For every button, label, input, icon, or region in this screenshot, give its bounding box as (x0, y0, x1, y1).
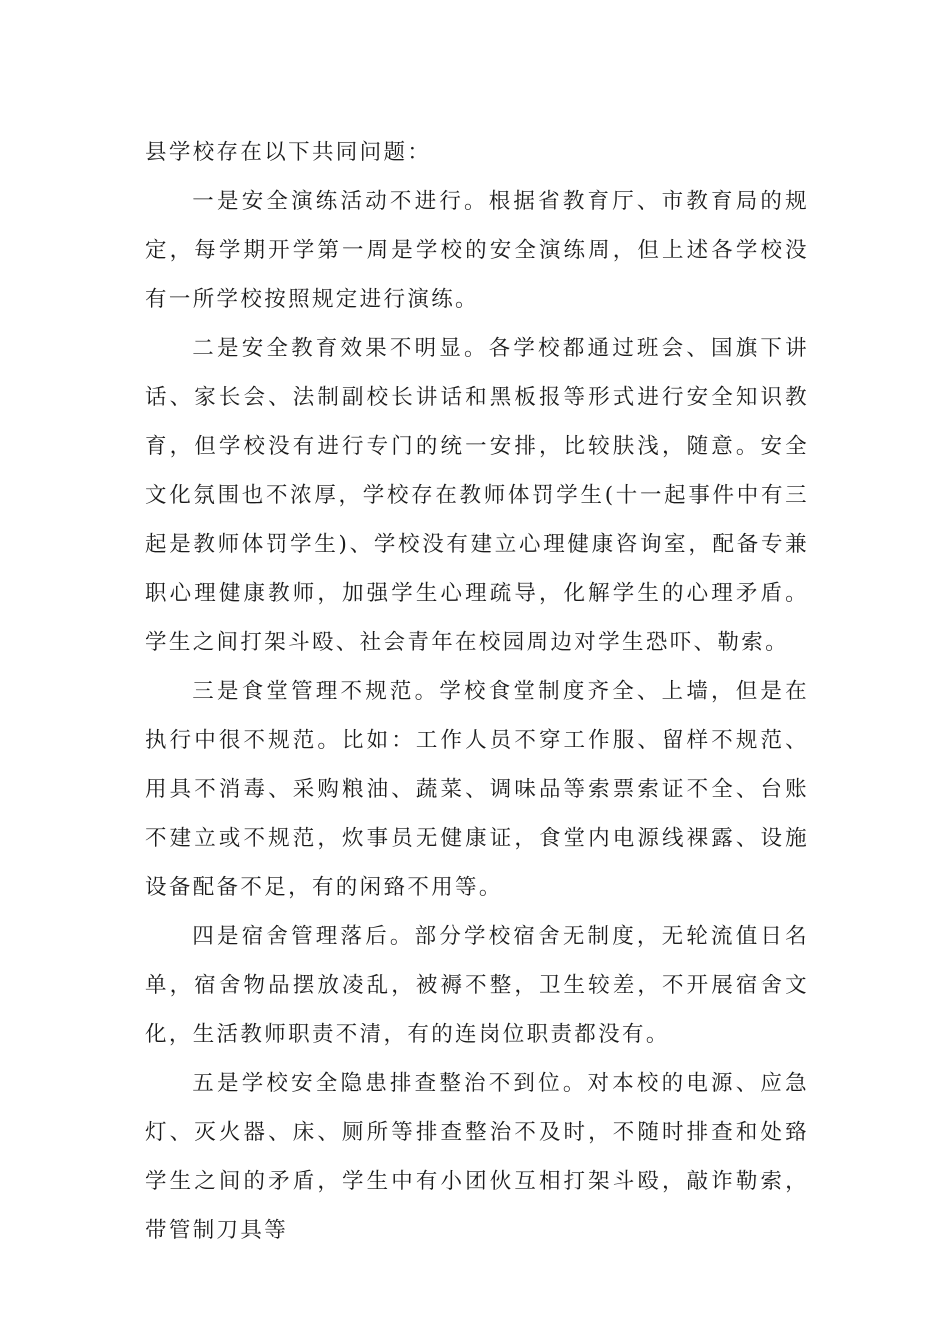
paragraph-point-5: 五是学校安全隐患排查整治不到位。对本校的电源、应急灯、灭火器、床、厕所等排查整治不及时，不随时排查和处臵学生之间的矛盾，学生中有小团伙互相打架斗殴，敲诈勒索，带管制刀具等 (145, 1071, 809, 1243)
paragraph-point-2: 二是安全教育效果不明显。各学校都通过班会、国旗下讲话、家长会、法制副校长讲话和黑板报等形式进行安全知识教育，但学校没有进行专门的统一安排，比较肤浅，随意。安全文化氛围也不浓厚，学校存在教师体罚学生(十一起事件中有三起是教师体罚学生)、学校没有建立心理健康咨询室，配备专兼职心理健康教师，加强学生心理疏导，化解学生的心理矛盾。学生之间打架斗殴、社会青年在校园周边对学生恐吓、勒索。 (145, 336, 809, 655)
paragraph-point-1: 一是安全演练活动不进行。根据省教育厅、市教育局的规定，每学期开学第一周是学校的安全演练周，但上述各学校没有一所学校按照规定进行演练。 (145, 189, 809, 312)
document-body (145, 128, 809, 1255)
paragraph-point-3: 三是食堂管理不规范。学校食堂制度齐全、上墙，但是在执行中很不规范。比如：工作人员不穿工作服、留样不规范、用具不消毒、采购粮油、蔬菜、调味品等索票索证不全、台账不建立或不规范，炊事员无健康证，食堂内电源线裸露、设施设备配备不足，有的闲臵不用等。 (145, 679, 809, 900)
paragraph-point-4: 四是宿舍管理落后。部分学校宿舍无制度，无轮流值日名单，宿舍物品摆放凌乱，被褥不整，卫生较差，不开展宿舍文化，生活教师职责不清，有的连岗位职责都没有。 (145, 924, 809, 1047)
paragraph-intro: 县学校存在以下共同问题： (145, 140, 432, 165)
